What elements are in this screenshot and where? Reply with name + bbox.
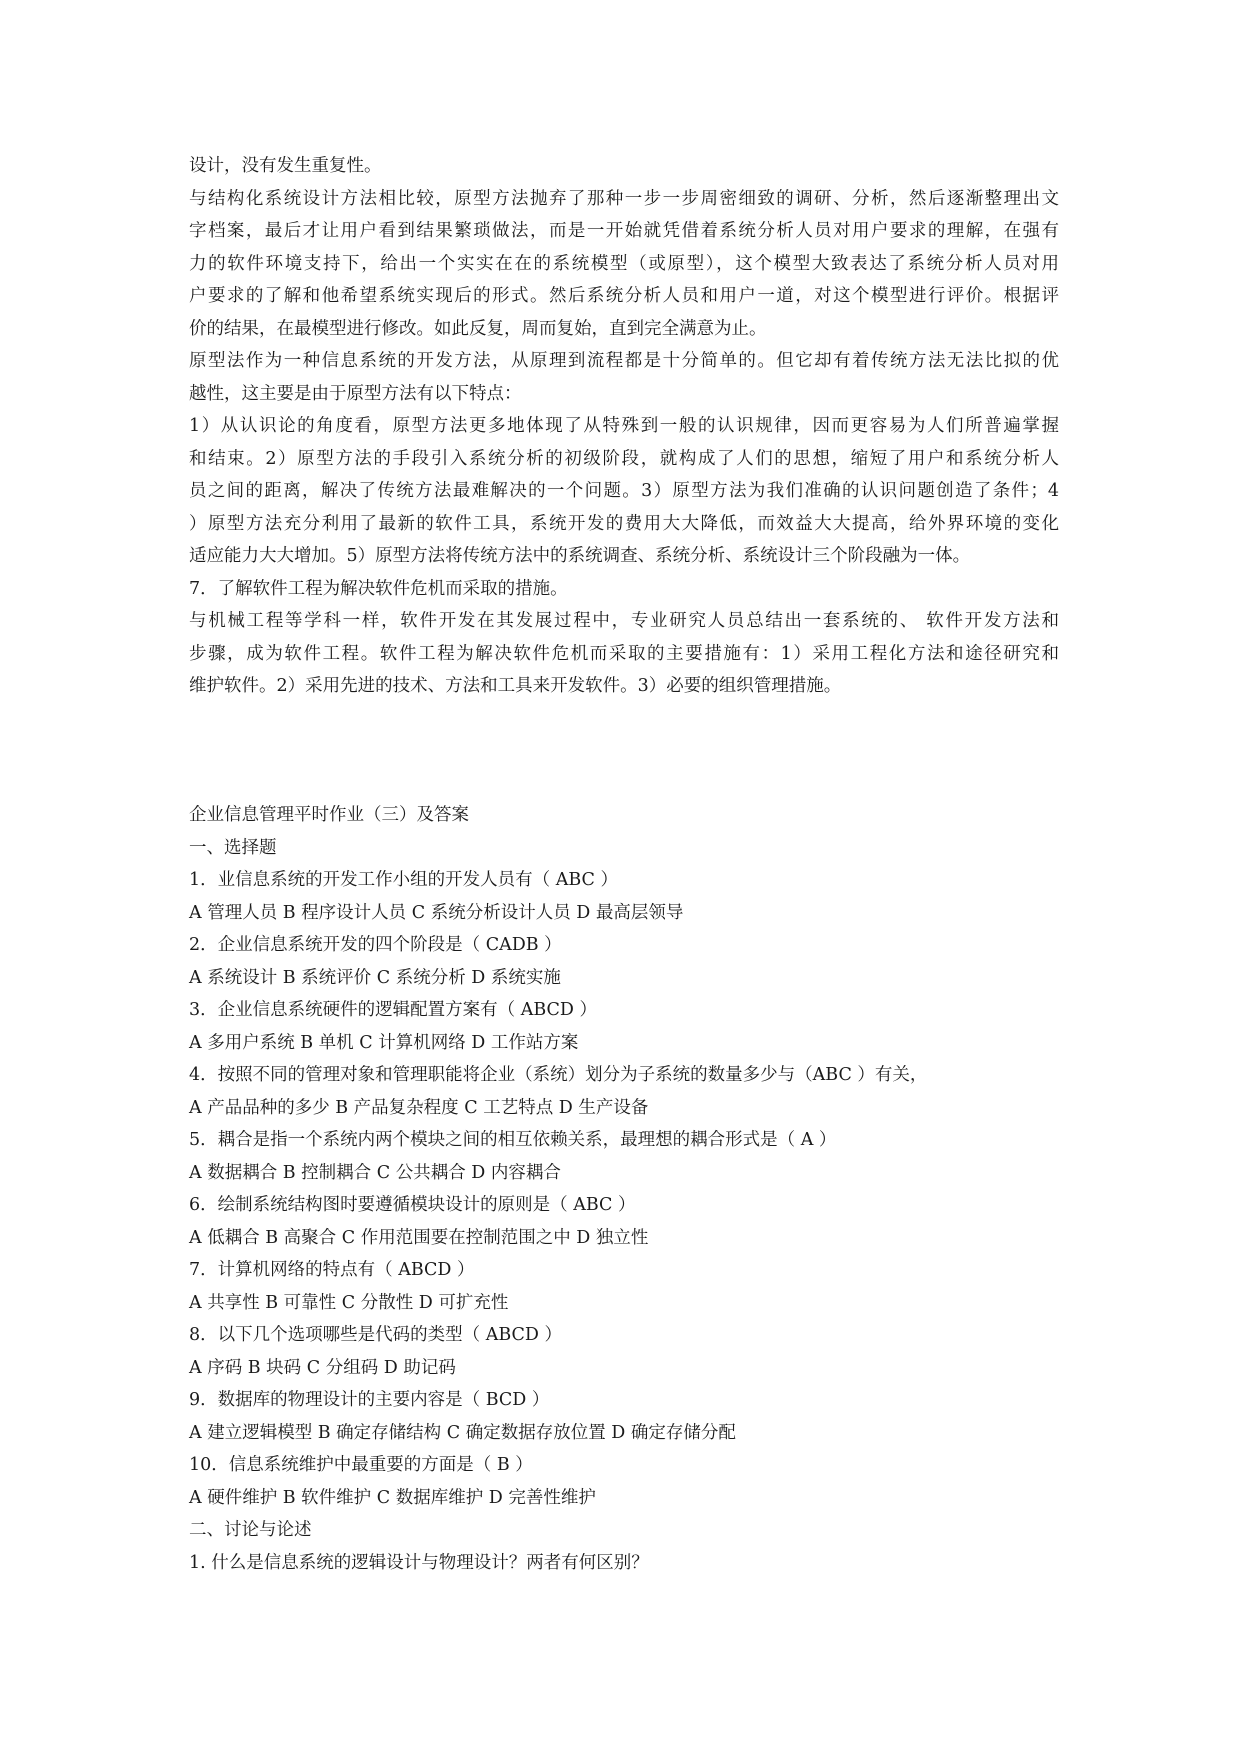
answer-options: A 共享性 B 可靠性 C 分散性 D 可扩充性	[189, 1292, 509, 1313]
question-heading: 7．了解软件工程为解决软件危机而采取的措施。	[189, 578, 568, 599]
question-item: 5．耦合是指一个系统内两个模块之间的相互依赖关系，最理想的耦合形式是（ A ）	[189, 1130, 837, 1150]
answer-options: A 多用户系统 B 单机 C 计算机网络 D 工作站方案	[189, 1032, 579, 1053]
answer-options: A 硬件维护 B 软件维护 C 数据库维护 D 完善性维护	[189, 1487, 596, 1508]
question-item: 1. 什么是信息系统的逻辑设计与物理设计？两者有何区别？	[189, 1552, 649, 1573]
question-item: 1．业信息系统的开发工作小组的开发人员有（ ABC ）	[189, 870, 618, 890]
paragraph-line: 字档案，最后才让用户看到结果繁琐做法，而是一开始就凭借着系统分析人员对用户要求的理解，在强有	[189, 221, 1059, 241]
paragraph-line: 适应能力大大增加。5）原型方法将传统方法中的系统调查、系统分析、系统设计三个阶段融为一体。	[189, 546, 971, 566]
paragraph-line: 和结束。2）原型方法的手段引入系统分析的初级阶段，就构成了人们的思想，缩短了用户和系统分析人	[189, 448, 1059, 469]
paragraph-line: 越性，这主要是由于原型方法有以下特点：	[189, 383, 522, 404]
paragraph-line: 设计，没有发生重复性。	[189, 156, 382, 176]
document-title: 企业信息管理平时作业（三）及答案	[189, 805, 469, 825]
paragraph-line: 户要求的了解和他希望系统实现后的形式。然后系统分析人员和用户一道，对这个模型进行评价。根据评	[189, 286, 1059, 306]
paragraph-line: 与机械工程等学科一样，软件开发在其发展过程中，专业研究人员总结出一套系统的、 软件开发方法和	[189, 611, 1059, 631]
answer-options: A 数据耦合 B 控制耦合 C 公共耦合 D 内容耦合	[189, 1162, 561, 1183]
paragraph-line: 价的结果，在最模型进行修改。如此反复，周而复始，直到完全满意为止。	[189, 318, 767, 339]
answer-options: A 管理人员 B 程序设计人员 C 系统分析设计人员 D 最高层领导	[189, 902, 684, 923]
section-heading: 二、讨论与论述	[189, 1520, 312, 1540]
paragraph-line: 与结构化系统设计方法相比较，原型方法抛弃了那种一步一步周密细致的调研、分析，然后逐渐整理出文	[189, 188, 1059, 209]
answer-options: A 序码 B 块码 C 分组码 D 助记码	[189, 1357, 456, 1378]
question-item: 7．计算机网络的特点有（ ABCD ）	[189, 1260, 475, 1280]
question-item: 2．企业信息系统开发的四个阶段是（ CADB ）	[189, 935, 562, 955]
question-item: 4．按照不同的管理对象和管理职能将企业（系统）划分为子系统的数量多少与（ABC ）有关，	[189, 1065, 928, 1085]
paragraph-line: 1）从认识论的角度看，原型方法更多地体现了从特殊到一般的认识规律，因而更容易为人们所普遍掌握	[189, 416, 1059, 436]
answer-options: A 低耦合 B 高聚合 C 作用范围要在控制范围之中 D 独立性	[189, 1227, 649, 1248]
answer-options: A 建立逻辑模型 B 确定存储结构 C 确定数据存放位置 D 确定存储分配	[189, 1422, 736, 1443]
paragraph-line: 原型法作为一种信息系统的开发方法，从原理到流程都是十分简单的。但它却有着传统方法无法比拟的优	[189, 351, 1059, 371]
question-item: 10．信息系统维护中最重要的方面是（ B ）	[189, 1455, 533, 1475]
question-item: 6．绘制系统结构图时要遵循模块设计的原则是（ ABC ）	[189, 1195, 636, 1215]
paragraph-line: ）原型方法充分利用了最新的软件工具，系统开发的费用大大降低，而效益大大提高，给外界环境的变化	[189, 513, 1059, 534]
paragraph-line: 员之间的距离，解决了传统方法最难解决的一个问题。3）原型方法为我们准确的认识问题创造了条件；4	[189, 481, 1059, 501]
question-item: 3．企业信息系统硬件的逻辑配置方案有（ ABCD ）	[189, 1000, 598, 1020]
paragraph-line: 步骤，成为软件工程。软件工程为解决软件危机而采取的主要措施有：1）采用工程化方法和途径研究和	[189, 643, 1059, 664]
question-item: 9．数据库的物理设计的主要内容是（ BCD ）	[189, 1390, 550, 1410]
answer-options: A 产品品种的多少 B 产品复杂程度 C 工艺特点 D 生产设备	[189, 1097, 649, 1118]
paragraph-line: 维护软件。2）采用先进的技术、方法和工具来开发软件。3）必要的组织管理措施。	[189, 676, 842, 696]
paragraph-line: 力的软件环境支持下，给出一个实实在在的系统模型（或原型），这个模型大致表达了系统分析人员对用	[189, 253, 1059, 274]
answer-options: A 系统设计 B 系统评价 C 系统分析 D 系统实施	[189, 967, 561, 988]
section-heading: 一、选择题	[189, 837, 277, 858]
question-item: 8．以下几个选项哪些是代码的类型（ ABCD ）	[189, 1325, 563, 1345]
section-prototype-method	[189, 150, 1059, 703]
section-homework-three	[189, 799, 1059, 1579]
